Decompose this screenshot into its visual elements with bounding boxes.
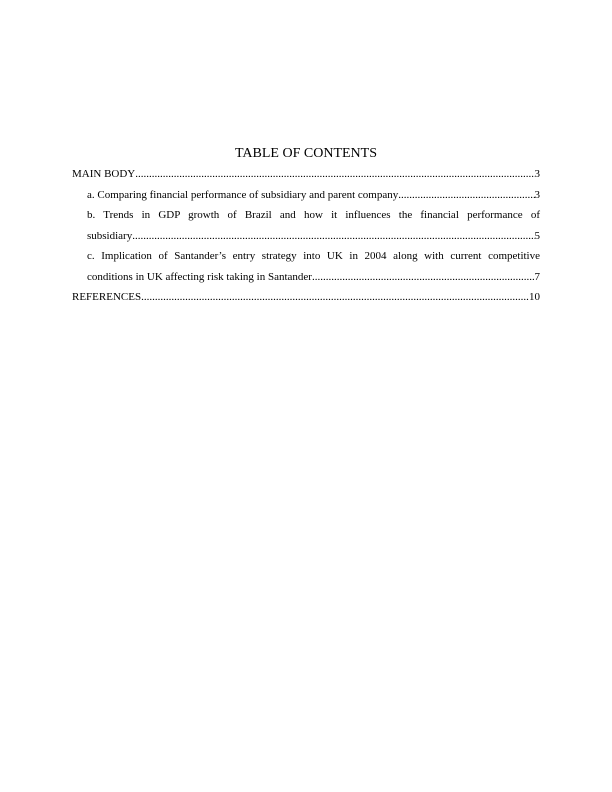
toc-entry-main-body[interactable] <box>72 164 540 185</box>
toc-entry-label: MAIN BODY <box>72 168 136 180</box>
toc-title: TABLE OF CONTENTS <box>235 146 377 161</box>
toc-entry-label-line2: conditions in UK affecting risk taking in Santander <box>87 270 312 283</box>
toc-leader-dots <box>132 226 534 247</box>
toc-entry-label-line1: b. Trends in GDP growth of Brazil and how it influences the financial performance of <box>87 209 540 221</box>
toc-entry-label-line1: c. Implication of Santander’s entry strategy into UK in 2004 along with current competitive <box>87 250 540 262</box>
toc-leader-dots <box>398 185 534 206</box>
toc-entry-label: REFERENCES <box>72 291 142 303</box>
toc-entry-section-c[interactable] <box>72 246 540 287</box>
toc-page-number: 3 <box>534 188 540 201</box>
toc-entry-label-line2: subsidiary <box>87 229 133 242</box>
toc-leader-dots <box>141 287 529 308</box>
toc-leader-dots <box>135 164 534 185</box>
table-of-contents <box>72 146 540 308</box>
toc-entry-references[interactable] <box>72 287 540 308</box>
toc-page-number: 10 <box>529 291 540 303</box>
toc-entry-section-b[interactable] <box>72 205 540 246</box>
toc-entry-label: a. Comparing financial performance of subsidiary and parent company <box>87 188 399 201</box>
toc-page-number: 5 <box>534 229 540 242</box>
toc-entry-section-a[interactable] <box>72 185 540 206</box>
toc-page-number: 7 <box>534 270 540 283</box>
toc-leader-dots <box>312 267 535 288</box>
toc-page-number: 3 <box>534 168 540 180</box>
